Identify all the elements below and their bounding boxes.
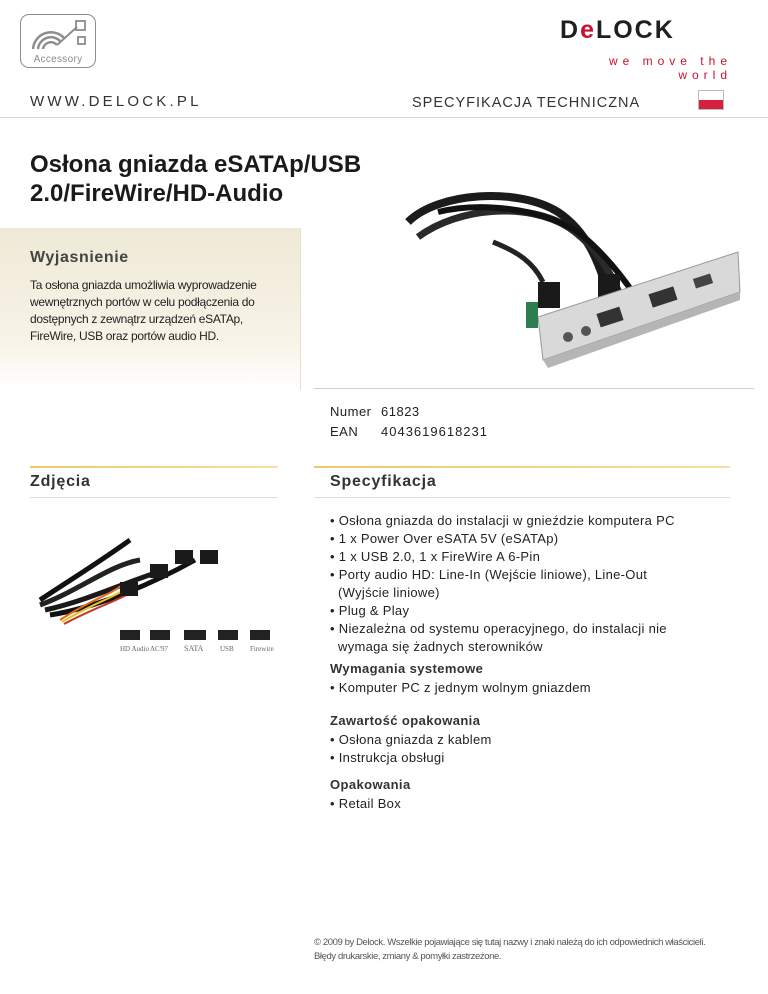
spec-divider-top xyxy=(314,466,730,468)
connector-label-usb: USB xyxy=(220,645,234,653)
package-contents-item: • Instrukcja obsługi xyxy=(330,750,445,765)
spec-item: • 1 x Power Over eSATA 5V (eSATAp) xyxy=(330,531,559,546)
document-type: SPECYFIKACJA TECHNICZNA xyxy=(412,95,641,111)
package-contents-item: • Osłona gniazda z kablem xyxy=(330,732,492,747)
system-requirements-heading: Wymagania systemowe xyxy=(330,661,484,676)
photos-heading: Zdjęcia xyxy=(30,473,91,490)
specification-list xyxy=(330,512,730,656)
spec-item-continuation: wymaga się żadnych sterowników xyxy=(338,639,543,654)
description-line: dostępnych z zewnątrz urządzeń eSATAp, xyxy=(30,312,243,326)
description-heading: Wyjasnienie xyxy=(30,249,129,266)
product-title-line-2: 2.0/FireWire/HD-Audio xyxy=(30,180,284,207)
product-title-line-1: Osłona gniazda eSATAp/USB xyxy=(30,151,362,178)
spec-item: • Plug & Play xyxy=(330,603,410,618)
logo-wordmark: DeLOCK xyxy=(560,16,675,44)
accessory-label: Accessory xyxy=(33,54,83,65)
delock-logo[interactable] xyxy=(560,14,732,82)
ean-label: EAN xyxy=(330,424,359,439)
spec-item: • Osłona gniazda do instalacji w gnieździe komputera PC xyxy=(330,513,675,528)
description-line: wewnętrznych portów w celu podłączenia do xyxy=(30,295,255,309)
article-number-value: 61823 xyxy=(381,404,420,419)
website-link[interactable]: WWW.DELOCK.PL xyxy=(30,93,202,110)
spec-item: • Niezależna od systemu operacyjnego, do instalacji nie xyxy=(330,621,667,636)
header-divider xyxy=(0,117,768,118)
connector-label-sata: SATA xyxy=(184,644,204,653)
spec-item: • 1 x USB 2.0, 1 x FireWire A 6-Pin xyxy=(330,549,541,564)
poland-flag-icon[interactable] xyxy=(698,90,724,110)
photos-divider-top xyxy=(30,466,278,468)
connector-label-hd-audio: HD Audio xyxy=(120,645,149,653)
spec-divider-bottom xyxy=(314,497,730,498)
packaging-heading: Opakowania xyxy=(330,777,411,792)
description-line: Ta osłona gniazda umożliwia wyprowadzenie xyxy=(30,278,257,292)
connector-label-firewire: Firewire xyxy=(250,645,274,653)
disclaimer-notice: Błędy drukarskie, zmiany & pomyłki zastrzeżone. xyxy=(314,951,502,962)
description-line: FireWire, USB oraz portów audio HD. xyxy=(30,329,219,343)
connector-photo xyxy=(0,520,300,660)
packaging-item: • Retail Box xyxy=(330,796,402,811)
spec-item-continuation: (Wyjście liniowe) xyxy=(338,585,440,600)
logo-tagline: we move the world xyxy=(608,54,732,82)
photos-divider-bottom xyxy=(30,497,278,498)
description-text xyxy=(30,277,285,345)
product-image xyxy=(398,182,750,382)
specification-heading: Specyfikacja xyxy=(330,473,437,490)
product-title xyxy=(30,150,420,208)
identifier-divider xyxy=(314,388,754,389)
connector-label-ac97: AC'97 xyxy=(150,645,168,653)
system-requirements-item: • Komputer PC z jednym wolnym gniazdem xyxy=(330,680,591,695)
ean-value: 4043619618231 xyxy=(381,424,488,439)
accessory-badge xyxy=(20,14,96,68)
spec-item: • Porty audio HD: Line-In (Wejście liniowe), Line-Out xyxy=(330,567,648,582)
article-number-label: Numer xyxy=(330,404,372,419)
copyright-notice: © 2009 by Delock. Wszelkie pojawiające się tutaj nazwy i znaki należą do ich odpowiednich właścicieli. xyxy=(314,937,706,948)
package-contents-heading: Zawartość opakowania xyxy=(330,713,481,728)
